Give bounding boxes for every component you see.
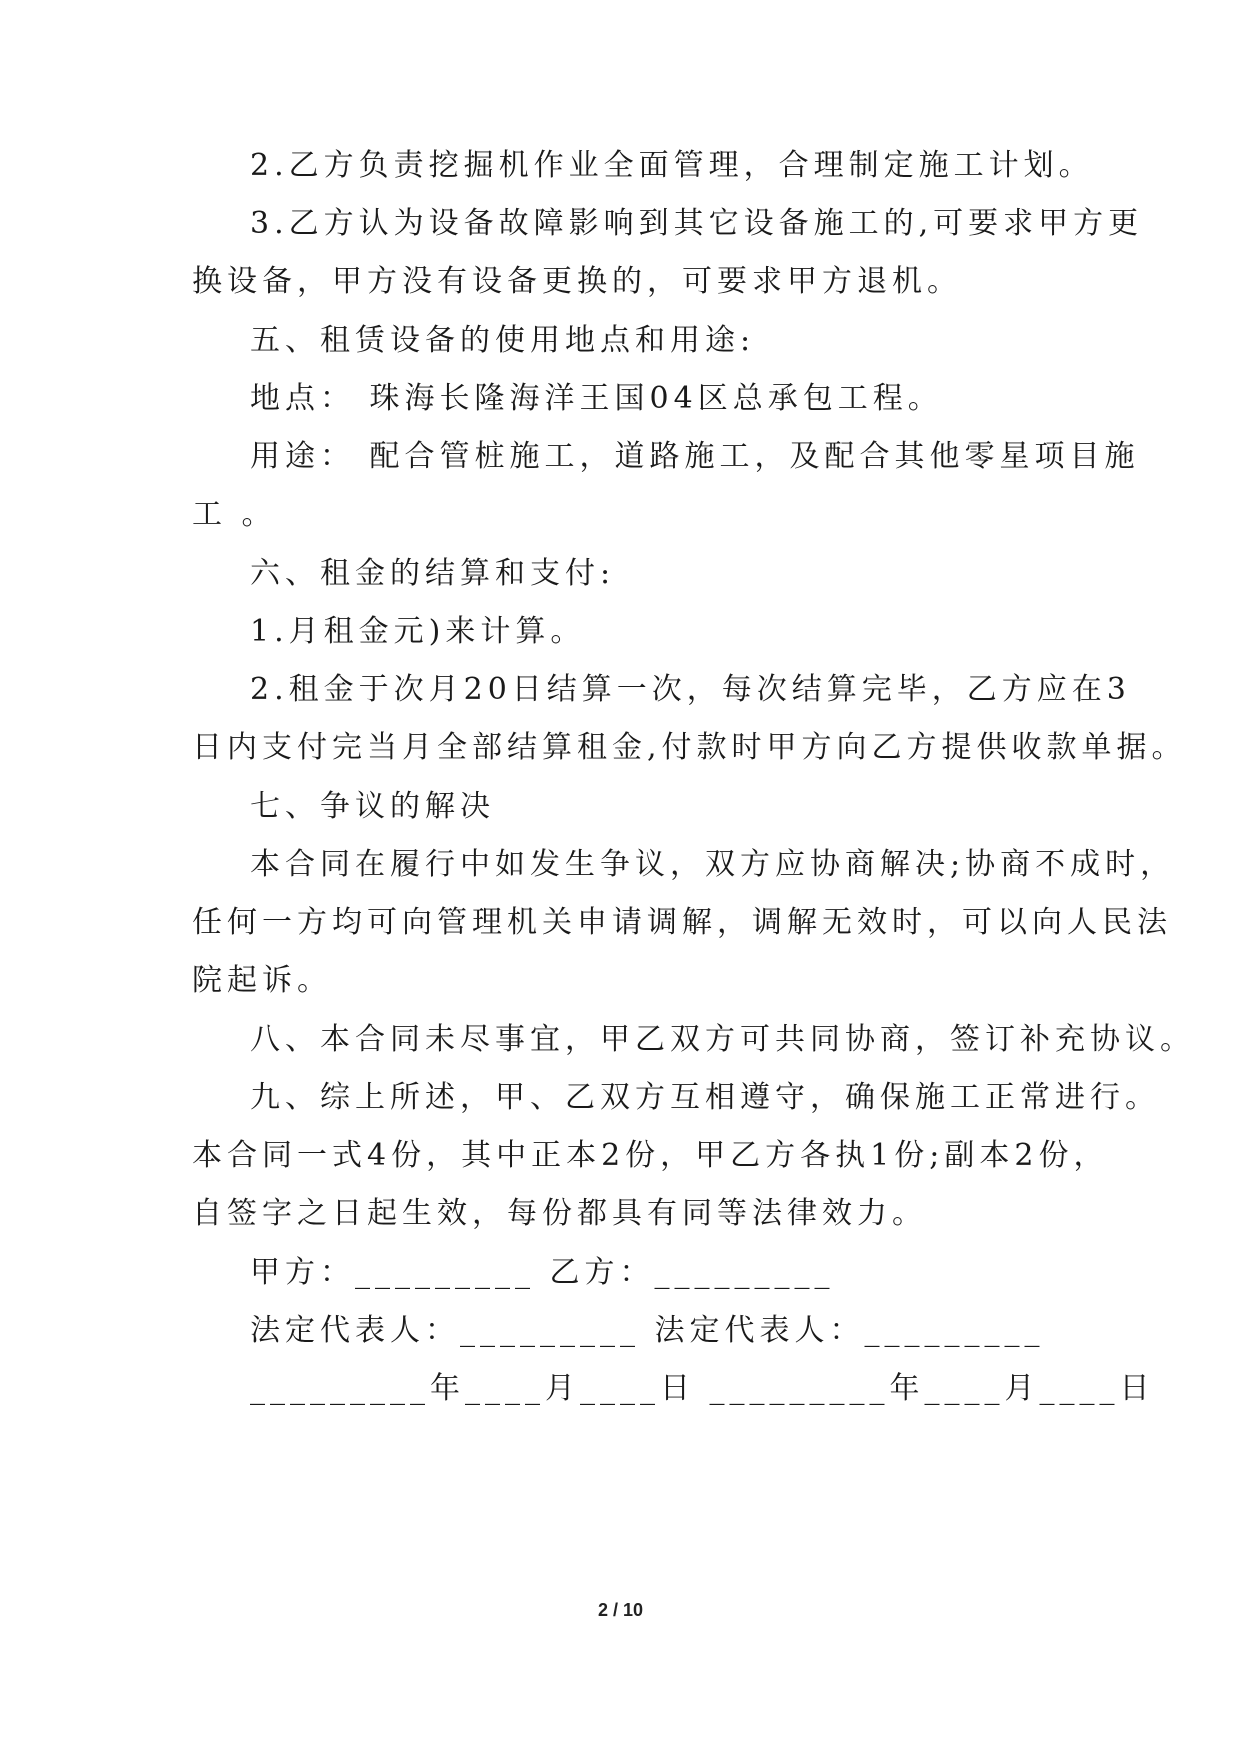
clause-6-1: 1.月租金元)来计算。 <box>250 614 586 649</box>
section-7-line1: 本合同在履行中如发生争议，双方应协商解决;协商不成时， <box>250 847 1176 882</box>
clause-6-2-line2: 日内支付完当月全部结算租金,付款时甲方向乙方提供收款单据。 <box>192 730 1187 765</box>
clause-6-2-line1: 2.租金于次月20日结算一次，每次结算完毕，乙方应在3 <box>250 672 1131 707</box>
location-line: 地点： 珠海长隆海洋王国04区总承包工程。 <box>250 381 943 416</box>
page-number: 2 / 10 <box>597 1600 644 1620</box>
section-6-heading: 六、租金的结算和支付: <box>250 556 616 591</box>
clause-4-3-line2: 换设备，甲方没有设备更换的，可要求甲方退机。 <box>192 264 962 299</box>
section-7-line3: 院起诉。 <box>192 963 332 998</box>
purpose-line1: 用途： 配合管桩施工，道路施工，及配合其他零星项目施 <box>250 439 1140 474</box>
clause-4-3-line1: 3.乙方认为设备故障影响到其它设备施工的,可要求甲方更 <box>250 206 1144 241</box>
section-5-heading: 五、租赁设备的使用地点和用途: <box>250 323 756 358</box>
section-9-line2: 本合同一式4份，其中正本2份，甲乙方各执1份;副本2份， <box>192 1138 1109 1173</box>
signature-representatives: 法定代表人：_________ 法定代表人：_________ <box>250 1313 1045 1348</box>
clause-4-2: 2.乙方负责挖掘机作业全面管理，合理制定施工计划。 <box>250 148 1094 183</box>
section-9-line1: 九、综上所述，甲、乙双方互相遵守，确保施工正常进行。 <box>250 1080 1160 1115</box>
signature-dates: _________年____月____日 _________年____月____日 <box>250 1371 1155 1406</box>
section-7-line2: 任何一方均可向管理机关申请调解，调解无效时，可以向人民法 <box>192 905 1172 940</box>
purpose-line2: 工 。 <box>192 497 277 532</box>
section-7-heading: 七、争议的解决 <box>250 789 495 824</box>
section-9-line3: 自签字之日起生效，每份都具有同等法律效力。 <box>192 1196 927 1231</box>
signature-parties: 甲方：_________ 乙方：_________ <box>250 1255 835 1290</box>
section-8: 八、本合同未尽事宜，甲乙双方可共同协商，签订补充协议。 <box>250 1022 1195 1057</box>
